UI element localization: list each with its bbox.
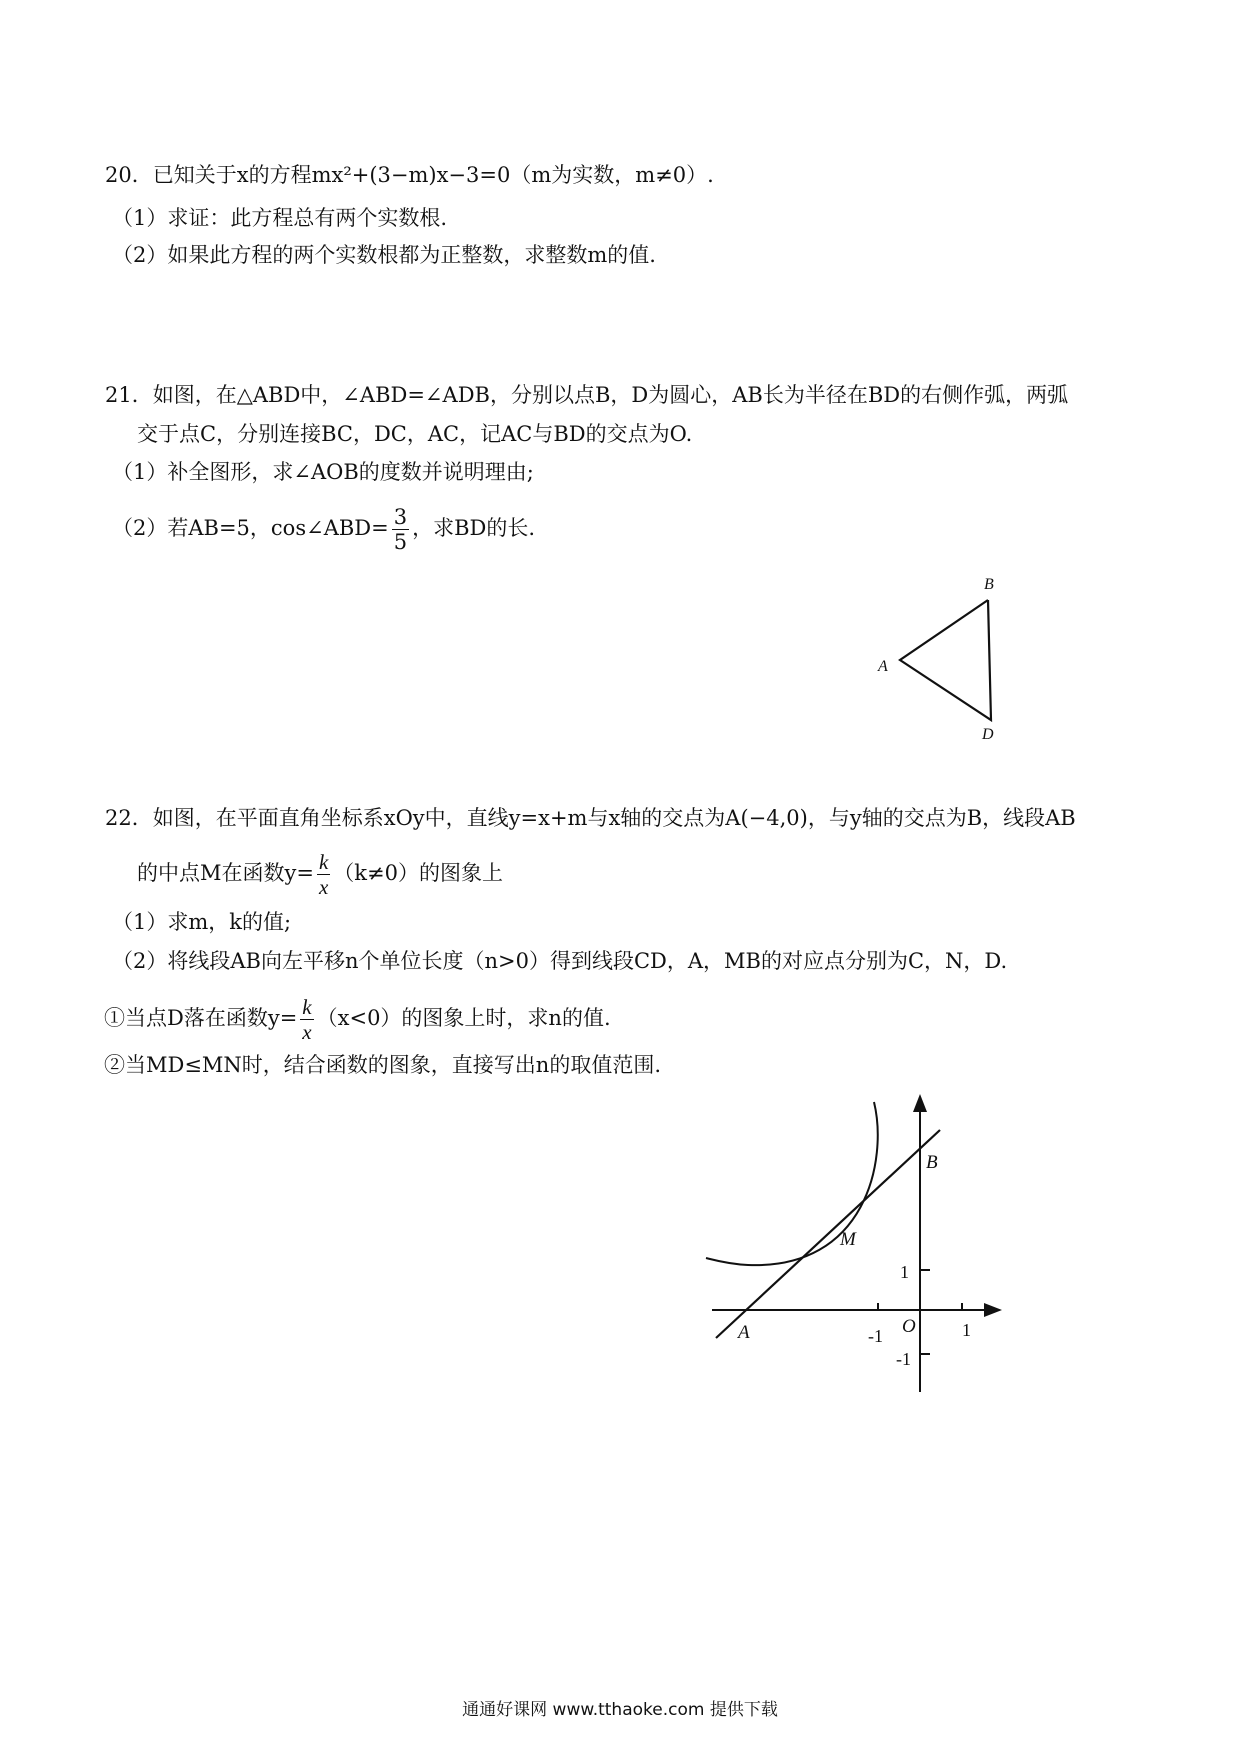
q22-sub1-fraction xyxy=(300,995,313,1044)
q22-line2 xyxy=(137,850,503,899)
q20-part1: （1）求证：此方程总有两个实数根. xyxy=(112,206,448,230)
label-d: D xyxy=(982,726,994,743)
label-x-1: 1 xyxy=(962,1320,971,1340)
x-axis-arrow-icon xyxy=(984,1303,1002,1317)
q21-line1: 21．如图，在△ABD中，∠ABD=∠ADB，分别以点B，D为圆心，AB长为半径在BD的右侧作弧，两弧 xyxy=(105,383,1069,407)
label-m: M xyxy=(840,1229,856,1250)
q22-line2-pre: 的中点M在函数y= xyxy=(137,861,314,885)
footer-source: 通通好课网 www.tthaoke.com 提供下载 xyxy=(462,1700,778,1720)
q22-sub2: ②当MD≤MN时，结合函数的图象，直接写出n的取值范围. xyxy=(104,1053,662,1077)
label-y-neg1: -1 xyxy=(896,1349,911,1369)
label-x-neg1: -1 xyxy=(868,1326,883,1346)
q22-line1: 22．如图，在平面直角坐标系xOy中，直线y=x+m与x轴的交点为A(−4,0)，与y轴的交点为B，线段AB xyxy=(105,806,1076,830)
q22-coordinate-figure xyxy=(690,1090,1020,1410)
label-y-1: 1 xyxy=(900,1262,909,1282)
q21-fraction-den: 5 xyxy=(393,530,408,554)
q22-sub1-fraction-den: x xyxy=(302,1020,312,1044)
y-axis-arrow-icon xyxy=(913,1094,927,1112)
q22-line2-post: （k≠0）的图象上 xyxy=(333,861,503,885)
q21-fraction xyxy=(392,505,409,554)
q20-part2: （2）如果此方程的两个实数根都为正整数，求整数m的值. xyxy=(112,243,656,267)
triangle-abd xyxy=(900,600,991,720)
label-b: B xyxy=(926,1152,938,1173)
q22-part1: （1）求m，k的值; xyxy=(112,910,292,934)
line-ab xyxy=(716,1130,940,1338)
q21-part1: （1）补全图形，求∠AOB的度数并说明理由; xyxy=(112,460,534,484)
q20-stem: 20．已知关于x的方程mx²+(3−m)x−3=0（m为实数，m≠0）. xyxy=(105,163,714,187)
q22-sub1-pre: ①当点D落在函数y= xyxy=(104,1006,298,1030)
q22-sub1-fraction-num: k xyxy=(302,995,312,1019)
label-o: O xyxy=(902,1316,916,1337)
q21-part2-pre: （2）若AB=5，cos∠ABD= xyxy=(112,516,389,540)
q22-sub1-post: （x<0）的图象上时，求n的值. xyxy=(316,1006,611,1030)
q21-part2 xyxy=(112,505,535,554)
q22-fraction-num: k xyxy=(318,850,329,874)
q22-fraction xyxy=(317,850,330,899)
label-a: A xyxy=(738,1322,750,1343)
q21-fraction-num: 3 xyxy=(393,505,408,529)
q21-part2-post: ，求BD的长. xyxy=(412,516,536,540)
label-a: A xyxy=(878,658,888,675)
q22-part2: （2）将线段AB向左平移n个单位长度（n>0）得到线段CD，A，MB的对应点分别为C，N，D. xyxy=(112,949,1008,973)
q22-sub1 xyxy=(104,995,611,1044)
q21-line2: 交于点C，分别连接BC，DC，AC，记AC与BD的交点为O. xyxy=(137,422,693,446)
q22-fraction-den: x xyxy=(318,875,329,899)
q21-triangle-figure xyxy=(860,565,1020,755)
label-b: B xyxy=(984,576,994,593)
